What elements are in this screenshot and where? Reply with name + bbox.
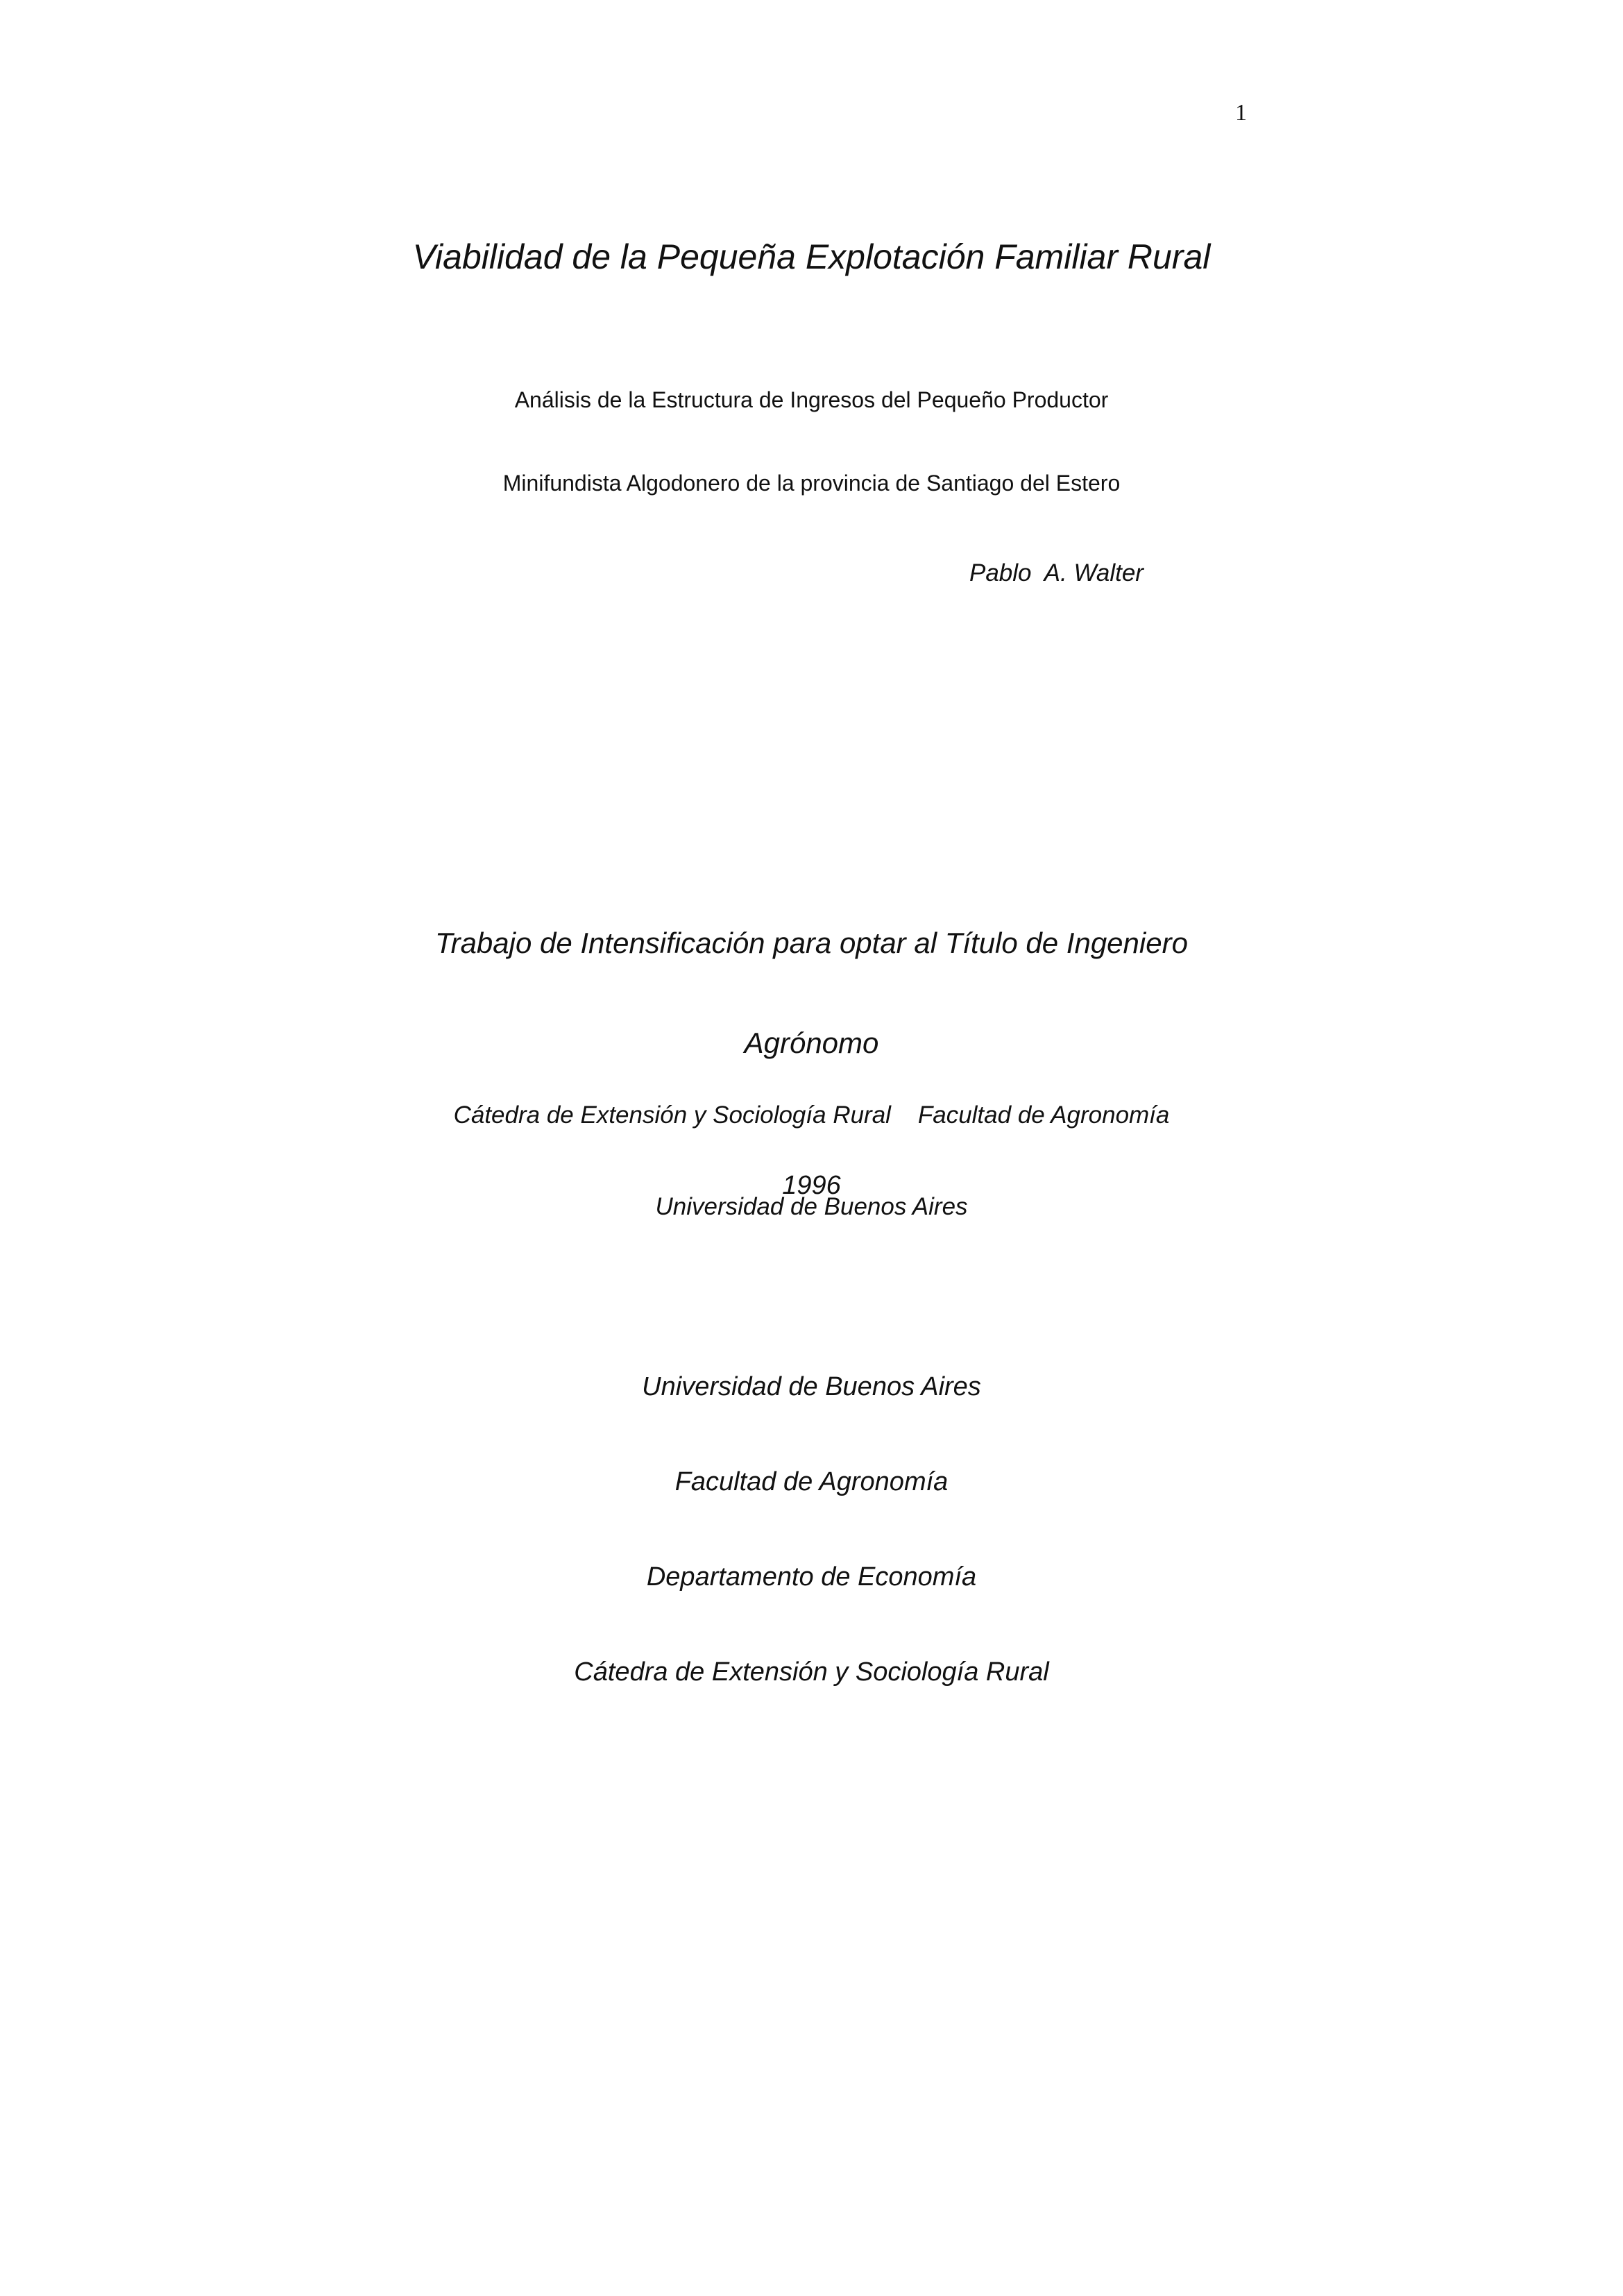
affiliation-line-1: Cátedra de Extensión y Sociología Rural Facultad de Agronomía <box>453 1101 1170 1129</box>
affiliation-block <box>0 1039 1623 1283</box>
subtitle-line-1: Análisis de la Estructura de Ingresos del Pequeño Productor <box>514 387 1109 412</box>
footer-faculty: Facultad de Agronomía <box>674 1467 949 1496</box>
publication-year: 1996 <box>782 1171 841 1200</box>
page-number: 1 <box>1235 100 1247 126</box>
document-title: Viabilidad de la Pequeña Explotación Familiar Rural <box>412 237 1211 276</box>
footer-institution: Universidad de Buenos Aires <box>642 1372 981 1401</box>
affiliation-line-2: Universidad de Buenos Aires <box>655 1193 968 1220</box>
document-subtitle <box>0 330 1623 552</box>
subtitle-line-2: Minifundista Algodonero de la provincia de Santiago del Estero <box>502 471 1121 496</box>
thesis-line-1: Trabajo de Intensificación para optar al Título de Ingeniero <box>435 927 1188 959</box>
footer-department: Departamento de Economía <box>646 1562 977 1592</box>
footer-chair: Cátedra de Extensión y Sociología Rural <box>574 1657 1049 1687</box>
thesis-line-2: Agrónomo <box>744 1027 879 1059</box>
author-name: Pablo A. Walter <box>969 559 1144 586</box>
